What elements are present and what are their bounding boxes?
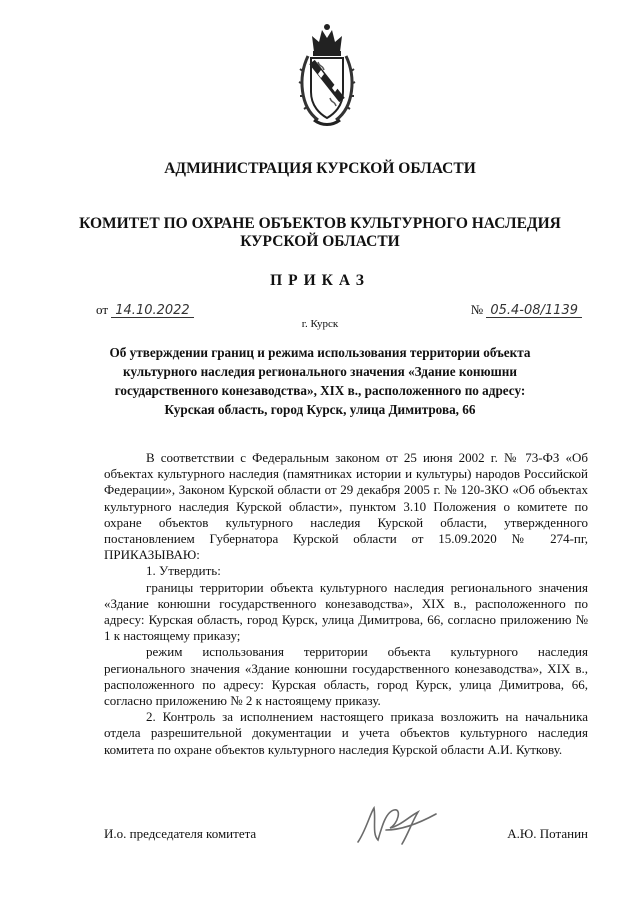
city: г. Курск: [301, 318, 339, 330]
document-type: ПРИКАЗ: [270, 272, 370, 289]
number-field: [471, 302, 582, 318]
subject-line2: культурного наследия регионального значения «Здание конюшни: [123, 364, 517, 379]
subject-line1: Об утверждении границ и режима использования территории объекта: [109, 345, 531, 360]
item-1a: границы территории объекта культурного наследия регионального значения «Здание конюшни государственного конезаводства», XIX в., расположенного по адресу: Курская область, город Курск, улица Димитрова, 66, согласно приложению № 1 к настоящему приказу;: [104, 579, 588, 644]
signer-position: И.о. председателя комитета: [104, 826, 257, 841]
item-1b: режим использования территории объекта культурного наследия регионального значения «Здание конюшни государственного конезаводства», XIX в., расположенного по адресу: Курская область, город Курск, улица Димитрова, 66, согласно приложению № 2 к настоящему приказу.: [104, 644, 588, 709]
subject-heading: [0, 343, 640, 419]
item-1: 1. Утвердить:: [146, 563, 221, 579]
document-body: [104, 450, 588, 758]
committee-title-line1: КОМИТЕТ ПО ОХРАНЕ ОБЪЕКТОВ КУЛЬТУРНОГО НАСЛЕДИЯ: [79, 215, 561, 232]
date-value: 14.10.2022: [111, 304, 193, 318]
committee-title: [0, 215, 640, 251]
coat-of-arms-icon: [296, 22, 358, 130]
committee-title-line2: КУРСКОЙ ОБЛАСТИ: [240, 233, 400, 250]
number-prefix: №: [470, 302, 484, 317]
date-field: [96, 302, 194, 318]
administration-title: АДМИНИСТРАЦИЯ КУРСКОЙ ОБЛАСТИ: [164, 160, 476, 177]
subject-line3: государственного конезаводства», XIX в., расположенного по адресу:: [114, 383, 526, 398]
date-prefix: от: [96, 302, 109, 317]
item-2: 2. Контроль за исполнением настоящего приказа возложить на начальника отдела разрешительной документации и учета объектов культурного наследия комитета по охране объектов культурного наследия Курской области А.И. Куткову.: [104, 709, 588, 757]
subject-line4: Курская область, город Курск, улица Димитрова, 66: [164, 402, 476, 417]
preamble: В соответствии с Федеральным законом от 25 июня 2002 г. № 73-ФЗ «Об объектах культурного наследия (памятниках истории и культуры) народов Российской Федерации», Законом Курской области от 29 декабря 2005 г. № 120-ЗКО «Об объектах культурного наследия Курской области», пунктом 3.10 Положения о комитете по охране объектов культурного наследия Курской области, утвержденного постановлением Губернатора Курской области от 15.09.2020 № 274-пг, ПРИКАЗЫВАЮ:: [104, 450, 588, 563]
handwritten-signature: [352, 800, 444, 848]
signer-name: А.Ю. Потанин: [507, 826, 588, 841]
number-value: 05.4-08/1139: [486, 304, 582, 318]
